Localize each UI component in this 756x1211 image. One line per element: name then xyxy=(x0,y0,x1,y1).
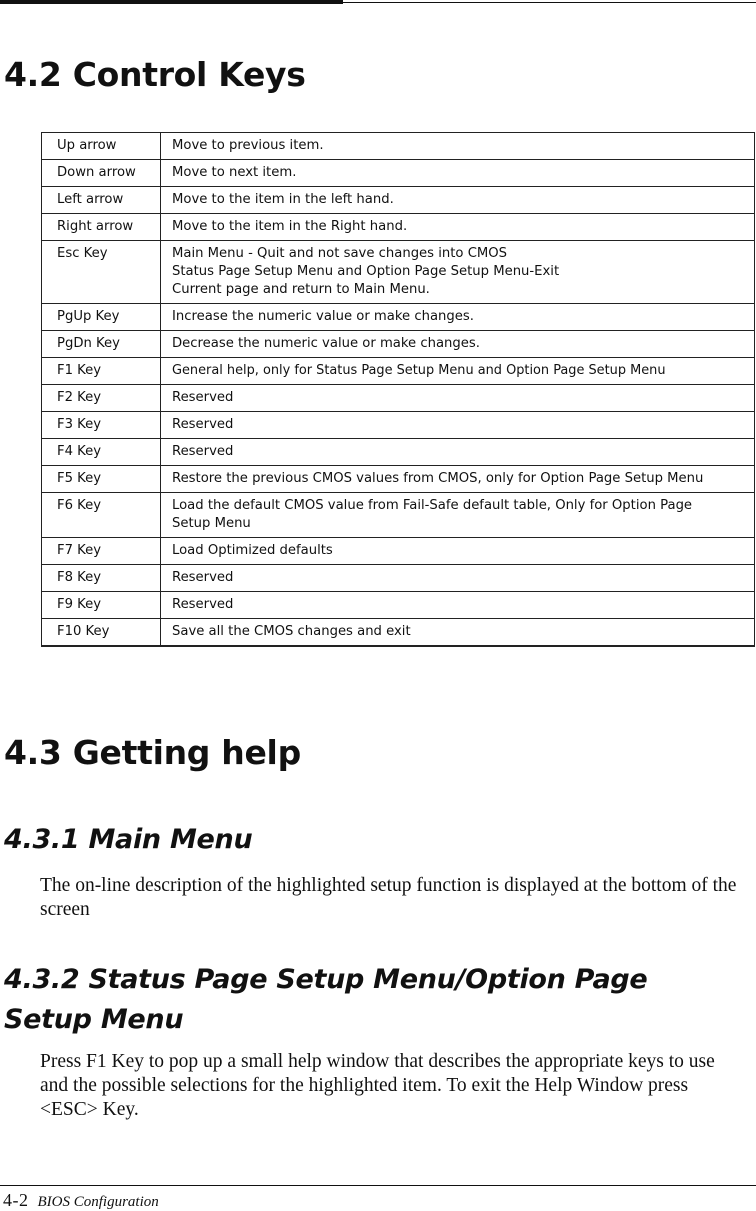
key-cell: F10 Key xyxy=(42,619,161,647)
description-cell: Restore the previous CMOS values from CMOS, only for Option Page Setup Menu xyxy=(161,466,755,493)
subsection-title-setup-menu: 4.3.2 Status Page Setup Menu/Option Page Setup Menu xyxy=(4,964,648,1035)
description-cell: Move to the item in the left hand. xyxy=(161,187,755,214)
table-row xyxy=(42,187,755,214)
description-cell: Reserved xyxy=(161,385,755,412)
description-cell: Move to the item in the Right hand. xyxy=(161,214,755,241)
description-cell: Save all the CMOS changes and exit xyxy=(161,619,755,647)
page-number: 4-2 xyxy=(3,1190,29,1210)
page-footer xyxy=(3,1190,159,1211)
description-cell: Reserved xyxy=(161,412,755,439)
description-cell: Reserved xyxy=(161,592,755,619)
key-cell: F6 Key xyxy=(42,493,161,538)
key-cell: F3 Key xyxy=(42,412,161,439)
table-row xyxy=(42,385,755,412)
table-row xyxy=(42,538,755,565)
description-line: Current page and return to Main Menu. xyxy=(172,282,430,297)
description-cell: Increase the numeric value or make changes. xyxy=(161,304,755,331)
description-cell: Move to previous item. xyxy=(161,133,755,160)
footer-section-name: BIOS Configuration xyxy=(37,1194,159,1210)
control-keys-table xyxy=(41,132,755,647)
description-cell: Reserved xyxy=(161,565,755,592)
key-cell: F8 Key xyxy=(42,565,161,592)
description-cell: General help, only for Status Page Setup Menu and Option Page Setup Menu xyxy=(161,358,755,385)
main-menu-body: The on-line description of the highlighted setup function is displayed at the bottom of the screen xyxy=(40,875,737,920)
description-cell: Move to next item. xyxy=(161,160,755,187)
description-line: Status Page Setup Menu and Option Page Setup Menu-Exit xyxy=(172,264,560,279)
description-cell: Reserved xyxy=(161,439,755,466)
table-row xyxy=(42,214,755,241)
key-cell: F9 Key xyxy=(42,592,161,619)
table-row xyxy=(42,466,755,493)
description-line: Main Menu - Quit and not save changes into CMOS xyxy=(172,246,508,261)
key-cell: F2 Key xyxy=(42,385,161,412)
table-row xyxy=(42,412,755,439)
table-row xyxy=(42,160,755,187)
description-cell: Load Optimized defaults xyxy=(161,538,755,565)
table-row xyxy=(42,241,755,304)
key-cell: PgDn Key xyxy=(42,331,161,358)
key-cell: Up arrow xyxy=(42,133,161,160)
table-row xyxy=(42,493,755,538)
subsection-title-main-menu: 4.3.1 Main Menu xyxy=(4,824,253,855)
description-cell: Load the default CMOS value from Fail-Safe default table, Only for Option Page Setup Menu xyxy=(161,493,755,538)
key-cell: F7 Key xyxy=(42,538,161,565)
key-cell: Right arrow xyxy=(42,214,161,241)
setup-menu-body: Press F1 Key to pop up a small help window that describes the appropriate keys to use and the possible selections for the highlighted item. To exit the Help Window press <ESC> Key. xyxy=(40,1051,715,1120)
key-cell: F5 Key xyxy=(42,466,161,493)
key-cell: F1 Key xyxy=(42,358,161,385)
table-row xyxy=(42,592,755,619)
description-cell xyxy=(161,241,755,304)
header-rule-thin xyxy=(343,2,756,3)
key-cell: PgUp Key xyxy=(42,304,161,331)
key-cell: F4 Key xyxy=(42,439,161,466)
table-row xyxy=(42,304,755,331)
table-row xyxy=(42,619,755,647)
table-row xyxy=(42,358,755,385)
key-cell: Down arrow xyxy=(42,160,161,187)
table-row xyxy=(42,565,755,592)
description-cell: Decrease the numeric value or make changes. xyxy=(161,331,755,358)
key-cell: Esc Key xyxy=(42,241,161,304)
table-row xyxy=(42,331,755,358)
section-title-control-keys: 4.2 Control Keys xyxy=(4,55,306,94)
header-rule-thick xyxy=(0,0,343,4)
key-cell: Left arrow xyxy=(42,187,161,214)
section-title-getting-help: 4.3 Getting help xyxy=(4,733,301,772)
table-row xyxy=(42,133,755,160)
footer-rule xyxy=(0,1185,756,1186)
table-row xyxy=(42,439,755,466)
